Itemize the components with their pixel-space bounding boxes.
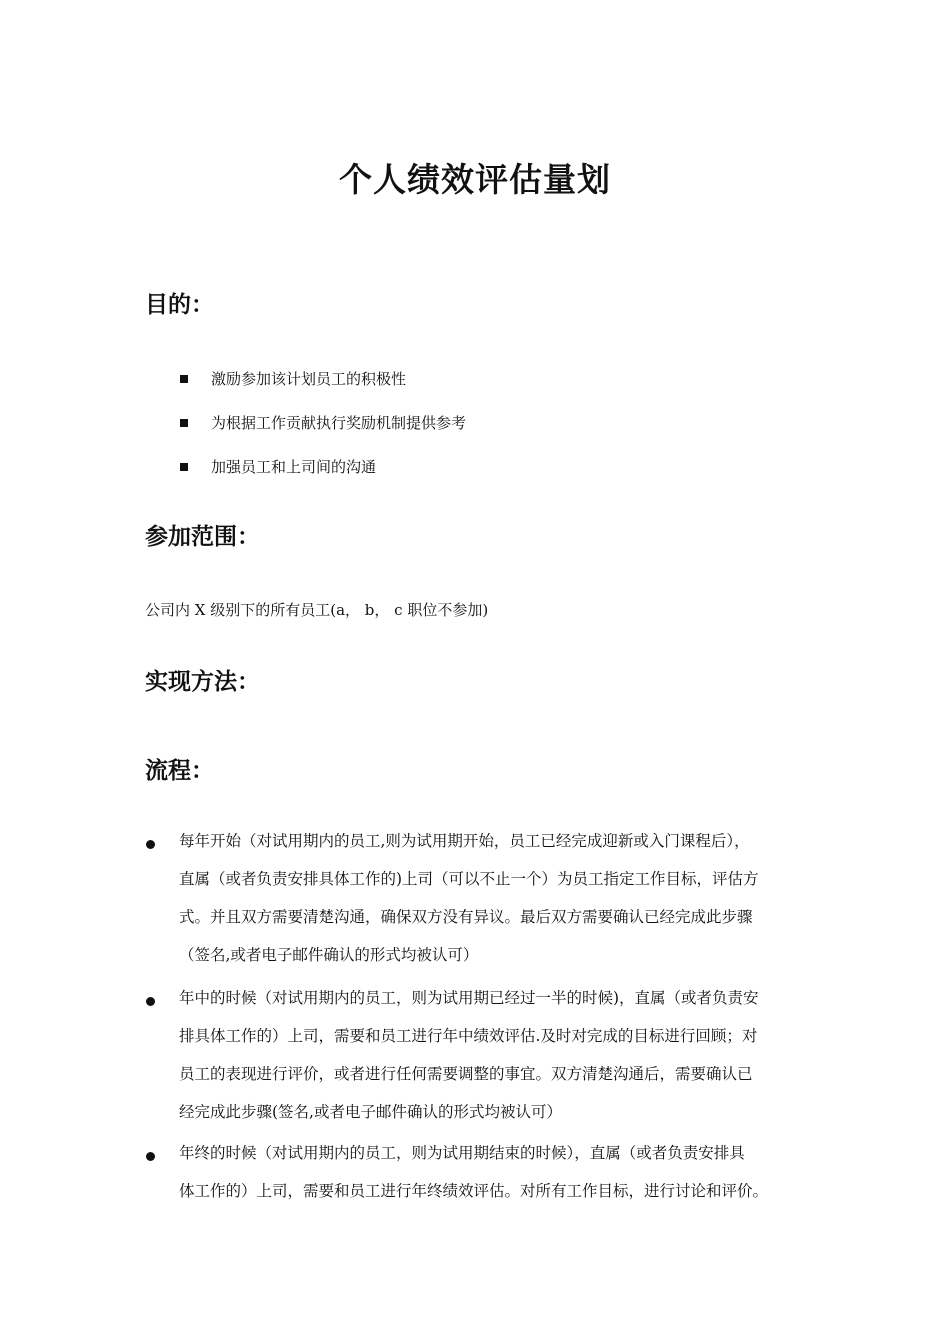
scope-text: 公司内 X 级别下的所有员工(a， b， c 职位不参加)	[145, 601, 489, 619]
scope-heading: 参加范围：	[145, 523, 260, 550]
process-item-text	[179, 979, 825, 1131]
process-item-line: 式。并且双方需要清楚沟通，确保双方没有异议。最后双方需要确认已经完成此步骤	[179, 908, 753, 926]
purpose-item-text: 加强员工和上司间的沟通	[211, 458, 377, 476]
process-item-line: 直属（或者负责安排具体工作的)上司（可以不止一个）为员工指定工作目标，评估方	[179, 870, 759, 888]
round-bullet-icon	[146, 997, 155, 1006]
process-item-line: 年终的时候（对试用期内的员工，则为试用期结束的时候），直属（或者负责安排具	[179, 1144, 745, 1162]
round-bullet-icon	[146, 840, 155, 849]
process-item-line: 体工作的）上司，需要和员工进行年终绩效评估。对所有工作目标，进行讨论和评价。	[179, 1182, 769, 1200]
method-heading: 实现方法：	[145, 668, 260, 695]
purpose-item	[180, 412, 466, 433]
process-item	[145, 1144, 825, 1210]
process-item-line: （签名,或者电子邮件确认的形式均被认可）	[179, 946, 479, 964]
process-item-line: 每年开始（对试用期内的员工,则为试用期开始，员工已经完成迎新或入门课程后），	[179, 832, 750, 850]
purpose-heading: 目的：	[145, 291, 214, 318]
purpose-item	[180, 456, 376, 477]
process-item	[145, 989, 825, 1131]
square-bullet-icon	[180, 375, 188, 383]
process-item-line: 年中的时候（对试用期内的员工，则为试用期已经过一半的时候)，直属（或者负责安	[179, 989, 759, 1007]
purpose-item-text: 为根据工作贡献执行奖励机制提供参考	[211, 414, 467, 432]
document-title: 个人绩效评估量划	[339, 160, 611, 199]
process-item-text	[179, 1134, 825, 1210]
purpose-item-text: 激励参加该计划员工的积极性	[211, 370, 407, 388]
square-bullet-icon	[180, 463, 188, 471]
process-item-text	[179, 822, 825, 974]
purpose-item	[180, 368, 406, 389]
square-bullet-icon	[180, 419, 188, 427]
round-bullet-icon	[146, 1152, 155, 1161]
process-item-line: 经完成此步骤(签名,或者电子邮件确认的形式均被认可）	[179, 1103, 562, 1121]
process-item-line: 排具体工作的）上司，需要和员工进行年中绩效评估.及时对完成的目标进行回顾；对	[179, 1027, 758, 1045]
process-heading: 流程：	[145, 757, 214, 784]
process-item	[145, 832, 825, 974]
process-item-line: 员工的表现进行评价，或者进行任何需要调整的事宜。双方清楚沟通后，需要确认已	[179, 1065, 753, 1083]
